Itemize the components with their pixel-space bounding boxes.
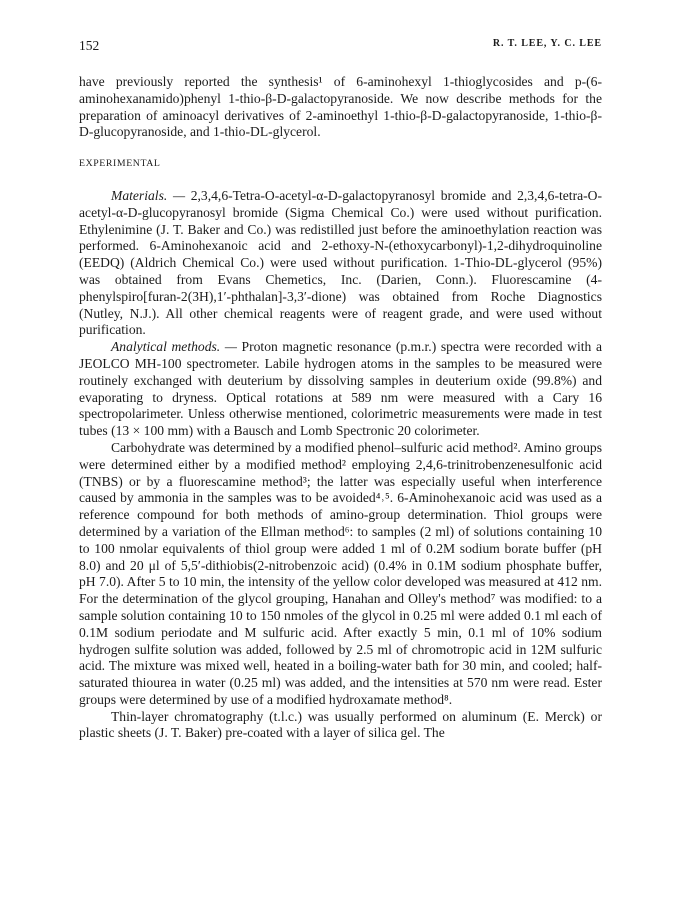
tlc-paragraph: Thin-layer chromatography (t.l.c.) was usually performed on aluminum (E. Merck) or plastic sheets (J. T. Baker) pre-coated with a layer of silica gel. The: [79, 708, 602, 741]
page-header: [79, 38, 602, 56]
analytical-paragraph: [79, 339, 602, 440]
materials-paragraph: [79, 188, 602, 339]
page-number: 152: [79, 38, 100, 53]
carbohydrate-paragraph: Carbohydrate was determined by a modified phenol–sulfuric acid method². Amino groups were determined either by a modified method² employing 2,4,6-trinitrobenzenesulfonic acid (TNBS) or by a fluorescamine method³; the latter was especially useful when interference caused by ammonia in the samples was to be avoided⁴˒⁵. 6-Aminohexanoic acid was used as a reference compound for both methods of amino-group determination. Thiol groups were determined by a variation of the Ellman method⁶: to samples (2 ml) of solutions containing 10 to 100 nmolar equivalents of thiol group were added 1 ml of 0.2M sodium borate buffer (pH 8.0) and 20 μl of 5,5′-dithiobis(2-nitrobenzoic acid) (0.4% in 0.1M sodium phosphate buffer, pH 7.0). After 5 to 10 min, the intensity of the yellow color developed was measured at 412 nm. For the determination of the glycol grouping, Hanahan and Olley's method⁷ was modified: to a sample solution containing 10 to 150 nmoles of the glycol in 0.25 ml were added 0.1 ml each of 0.1M sodium periodate and M sulfuric acid. After exactly 5 min, 0.1 ml of 10% sodium hydrogen sulfite solution was added, followed by 2.5 ml of chromotropic acid in 12M sulfuric acid. The mixture was mixed well, heated in a boiling-water bath for 30 min, and cooled; half-saturated thiourea in water (0.25 ml) was added, and the intensities at 570 nm were read. Ester groups were determined by use of a modified hydroxamate method⁸.: [79, 439, 602, 707]
materials-lead: Materials. —: [111, 187, 186, 203]
article-body: [79, 74, 602, 742]
intro-paragraph: have previously reported the synthesis¹ of 6-aminohexyl 1-thioglycosides and p-(6-aminohexanamido)phenyl 1-thio-β-D-galactopyranoside. We now describe methods for the preparation of aminoacyl derivatives of 2-aminoethyl 1-thio-β-D-galactopyranoside, 1-thio-β-D-glucopyranoside, and 1-thio-DL-glycerol.: [79, 74, 602, 140]
section-heading: EXPERIMENTAL: [79, 158, 161, 170]
running-title: R. T. LEE, Y. C. LEE: [492, 38, 602, 49]
analytical-text: Proton magnetic resonance (p.m.r.) spectra were recorded with a JEOLCO MH-100 spectrometer. Labile hydrogen atoms in the samples to be measured were routinely exchanged with deuterium by dissolving samples in deuterium oxide (99.8%) and evaporating to dryness. Optical rotations at 589 nm were measured with a Cary 16 spectropolarimeter. Unless otherwise mentioned, colorimetric measurements were made in test tubes (13 × 100 mm) with a Bausch and Lomb Spectronic 20 colorimeter.: [79, 339, 602, 439]
analytical-lead: Analytical methods. —: [111, 339, 237, 355]
materials-text: 2,3,4,6-Tetra-O-acetyl-α-D-galactopyranosyl bromide and 2,3,4,6-tetra-O-acetyl-α-D-glucopyranosyl bromide (Sigma Chemical Co.) were used without purification. Ethylenimine (J. T. Baker and Co.) was redistilled just before the aminoethylation reaction was performed. 6-Aminohexanoic acid and 2-ethoxy-N-(ethoxycarbonyl)-1,2-dihydroquinoline (EEDQ) (Aldrich Chemical Co.) were used without purification. 1-Thio-DL-glycerol (95%) was obtained from Evans Chemetics, Inc. (Darien, Conn.). Fluorescamine (4-phenylspiro[furan-2(3H),1′-phthalan]-3,3′-dione) was obtained from Roche Diagnostics (Nutley, N.J.). All other chemical reagents were of reagent grade, and were used without purification.: [79, 187, 602, 338]
